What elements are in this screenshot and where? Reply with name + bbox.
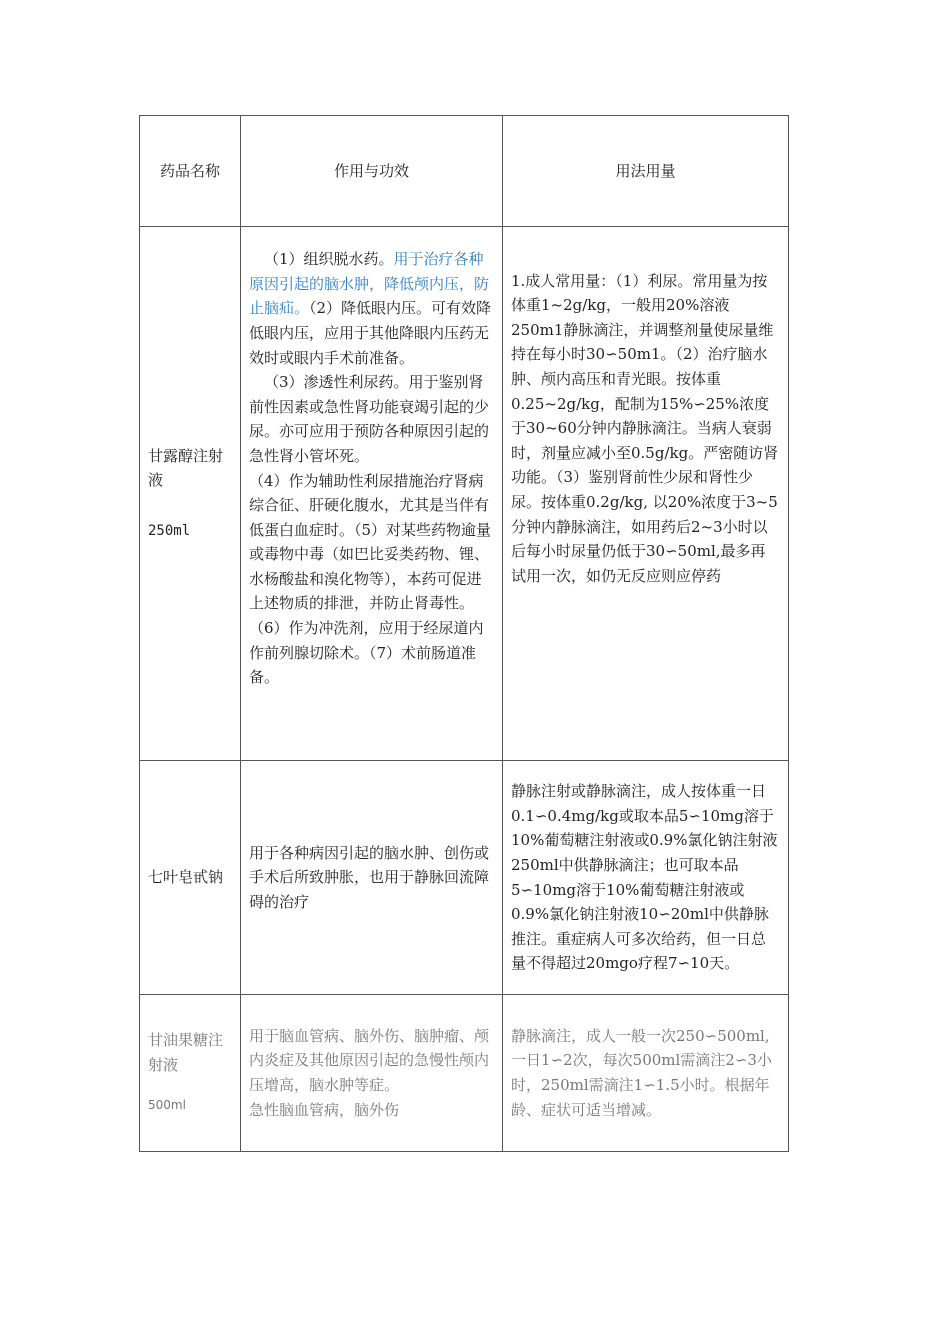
drug-name-cell [140,761,241,995]
dosage-text: 1.成人常用量：（1）利尿。常用量为按体重1~2g/kg，一般用20%溶液250m1静脉滴注，并调整剂量使尿量维持在每小时30∽50m1。（2）治疗脑水肿、颅内高压和青光眼。按体重0.25~2g/kg，配制为15%∽25%浓度于30~60分钟内静脉滴注。当病人衰弱时，剂量应减小至0.5g/kg。严密随访肾功能。（3）鉴别肾前性少尿和肾性少尿。按体重0.2g/kg, 以20%浓度于3~5分钟内静脉滴注，如用药后2~3小时以后每小时尿量仍低于30∽50ml,最多再试用一次，如仍无反应则应停药 [511,271,779,585]
table-row [140,995,789,1152]
table-header-row [140,116,789,227]
dosage-cell [503,227,789,761]
effect-paragraph: 用于各种病因引起的脑水肿、创伤或手术后所致肿胀，也用于静脉回流障碍的治疗 [249,843,490,911]
effect-paragraph: 急性脑血管病，脑外伤 [249,1100,400,1119]
effect-cell [241,227,503,761]
table-row [140,227,789,761]
effect-paragraph: （3）渗透性利尿药。用于鉴别肾前性因素或急性肾功能衰竭引起的少尿。亦可应用于预防各种原因引起的急性肾小管坏死。 [249,373,490,465]
effect-cell [241,761,503,995]
dosage-text: 静脉注射或静脉滴注，成人按体重一日0.1∽0.4mg/kg或取本品5∽10mg溶于10%葡萄糖注射液或0.9%氯化钠注射液250ml中供静脉滴注；也可取本品5∽10mg溶于10%葡萄糖注射液或0.9%氯化钠注射液10∽20ml中供静脉推注。重症病人可多次给药，但一日总量不得超过20mgo疗程7∽10天。 [511,782,778,973]
effect-paragraph [249,247,494,370]
dosage-text: 静脉滴注，成人一般一次250∽500ml,一日1∽2次，每次500ml需滴注2∽3小时，250ml需滴注1∽1.5小时。根据年龄、症状可适当增减。 [511,1026,772,1119]
drug-name: 甘露醇注射液 [148,446,224,490]
header-effect: 作用与功效 [241,116,503,227]
drug-table [139,115,789,1152]
effect-highlight: 用于治疗各种原因引起的脑水肿，降低颅内压，防止脑疝。 [249,250,490,318]
drug-name-cell [140,995,241,1152]
drug-name: 甘油果糖注射液 [148,1031,224,1074]
effect-text: （2）降低眼内压。可有效降低眼内压，应用于其他降眼内压药无效时或眼内手术前准备。 [249,299,492,367]
dosage-cell [503,761,789,995]
drug-name: 七叶皂甙钠 [148,868,224,887]
drug-name-cell [140,227,241,761]
header-dosage: 用法用量 [503,116,789,227]
header-drug-name: 药品名称 [140,116,241,227]
effect-cell [241,995,503,1152]
drug-volume: 250ml [148,522,191,539]
drug-volume: 500ml [148,1098,186,1113]
table-row [140,761,789,995]
effect-paragraph: 用于脑血管病、脑外伤、脑肿瘤、颅内炎症及其他原因引起的急慢性颅内压增高，脑水肿等症。 [249,1026,490,1094]
effect-paragraph: （4）作为辅助性利尿措施治疗肾病综合征、肝硬化腹水，尤其是当伴有低蛋白血症时。（5）对某些药物逾量或毒物中毒（如巴比妥类药物、锂、水杨酸盐和溴化物等），本药可促进上述物质的排泄，并防止肾毒性。（6）作为冲洗剂，应用于经尿道内作前列腺切除术。（7）术前肠道准备。 [249,471,492,687]
dosage-cell [503,995,789,1152]
effect-text: （1）组织脱水药。 [264,250,394,269]
